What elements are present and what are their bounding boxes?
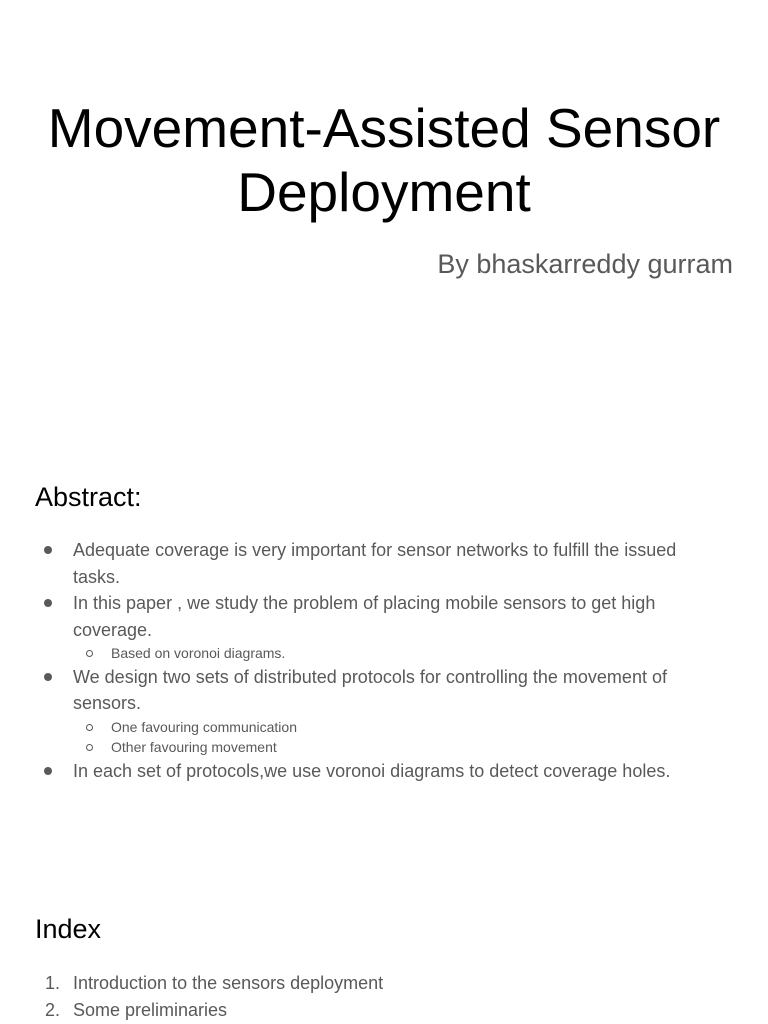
index-item-text: Introduction to the sensors deployment [73,973,384,993]
abstract-subitem-text: One favouring communication [111,718,297,735]
abstract-item-text: In each set of protocols,we use voronoi diagrams to detect coverage holes. [73,760,671,781]
abstract-subitem [73,737,728,758]
index-item-number: 2. [45,999,61,1020]
index-list [0,970,383,1023]
abstract-list [0,537,768,784]
abstract-item-2 [0,590,768,664]
abstract-subitem-text: Based on voronoi diagrams. [111,645,286,661]
author-byline: By bhaskarreddy gurram [437,249,733,279]
index-item-1 [0,970,383,997]
index-item-text: Some preliminaries [73,999,228,1020]
abstract-sublist [73,643,728,664]
bullet-icon [44,546,52,554]
sub-bullet-icon [86,744,93,751]
index-heading: Index [35,914,102,944]
abstract-item-text: Adequate coverage is very important for sensor networks to fulfill the issued tasks. [73,540,677,587]
document-title-line-1: Movement-Assisted Sensor [47,97,721,159]
document-title [0,96,768,224]
sub-bullet-icon [86,724,93,731]
abstract-subitem [73,643,728,664]
bullet-icon [44,673,52,681]
index-item-number: 1. [45,973,61,993]
abstract-sublist [73,717,728,758]
abstract-subitem [73,717,728,738]
bullet-icon [44,767,52,775]
abstract-heading: Abstract: [35,482,142,512]
abstract-subitem-text: Other favouring movement [111,739,277,755]
abstract-item-4 [0,758,768,785]
bullet-icon [44,599,52,607]
sub-bullet-icon [86,650,93,657]
abstract-item-3 [0,664,768,758]
abstract-item-1 [0,537,768,590]
abstract-item-text: In this paper , we study the problem of placing mobile sensors to get high coverage. [73,593,656,640]
document-title-line-2: Deployment [237,161,531,223]
index-item-2 [0,997,383,1024]
abstract-item-text: We design two sets of distributed protocols for controlling the movement of sensors. [73,666,667,713]
